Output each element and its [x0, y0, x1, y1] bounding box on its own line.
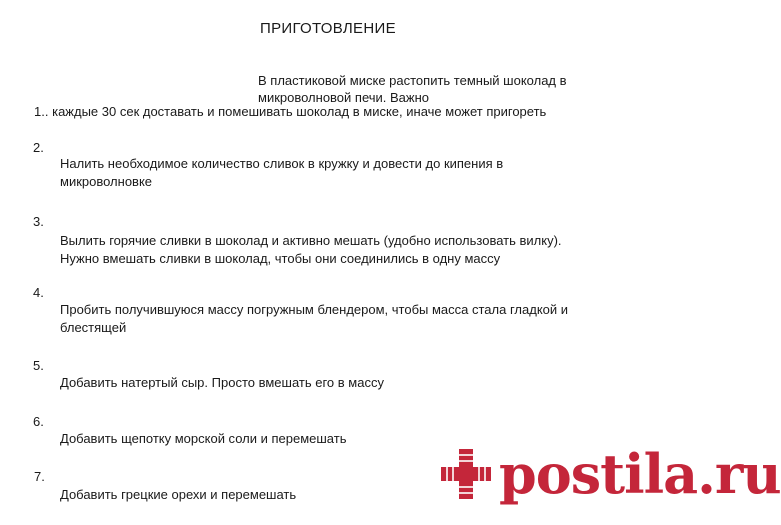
- postila-logo-icon: [439, 447, 493, 501]
- step-6-text: [60, 430, 346, 448]
- step-text-line: Нужно вмешать сливки в шоколад, чтобы они соединились в одну массу: [60, 251, 501, 266]
- step-text-line: Вылить горячие сливки в шоколад и активно мешать (удобно использовать вилку).: [60, 233, 562, 248]
- step-number: 3.: [33, 214, 44, 229]
- watermark-text: postila.ru: [499, 442, 781, 506]
- step-text-line: микроволновке: [60, 174, 153, 189]
- postila-watermark: [439, 442, 781, 506]
- step-2-text: [60, 155, 503, 191]
- step-1: [34, 104, 546, 119]
- step-number: 2.: [33, 140, 44, 155]
- step-text-line: Добавить щепотку морской соли и перемешать: [60, 431, 347, 446]
- step-number: 1..: [34, 104, 49, 119]
- step-number: 6.: [33, 414, 44, 429]
- step-4-text: [60, 301, 568, 337]
- intro-text: [258, 72, 567, 106]
- step-3-text: [60, 232, 562, 268]
- page-title: ПРИГОТОВЛЕНИЕ: [260, 20, 396, 37]
- step-7-text: [60, 486, 296, 504]
- intro-line-1: В пластиковой миске растопить темный шоколад в: [258, 73, 567, 88]
- step-text-line: Добавить натертый сыр. Просто вмешать его в массу: [60, 375, 384, 390]
- step-text-line: блестящей: [60, 320, 127, 335]
- step-text-line: Пробить получившуюся массу погружным блендером, чтобы масса стала гладкой и: [60, 302, 569, 317]
- intro-line-2: микроволновой печи. Важно: [258, 90, 430, 105]
- step-text: каждые 30 сек доставать и помешивать шоколад в миске, иначе может пригореть: [52, 104, 547, 119]
- step-number: 5.: [33, 358, 44, 373]
- step-text-line: Добавить грецкие орехи и перемешать: [60, 487, 297, 502]
- step-text-line: Налить необходимое количество сливок в кружку и довести до кипения в: [60, 156, 504, 171]
- step-number: 7.: [34, 469, 45, 484]
- step-5-text: [60, 374, 384, 392]
- step-number: 4.: [33, 285, 44, 300]
